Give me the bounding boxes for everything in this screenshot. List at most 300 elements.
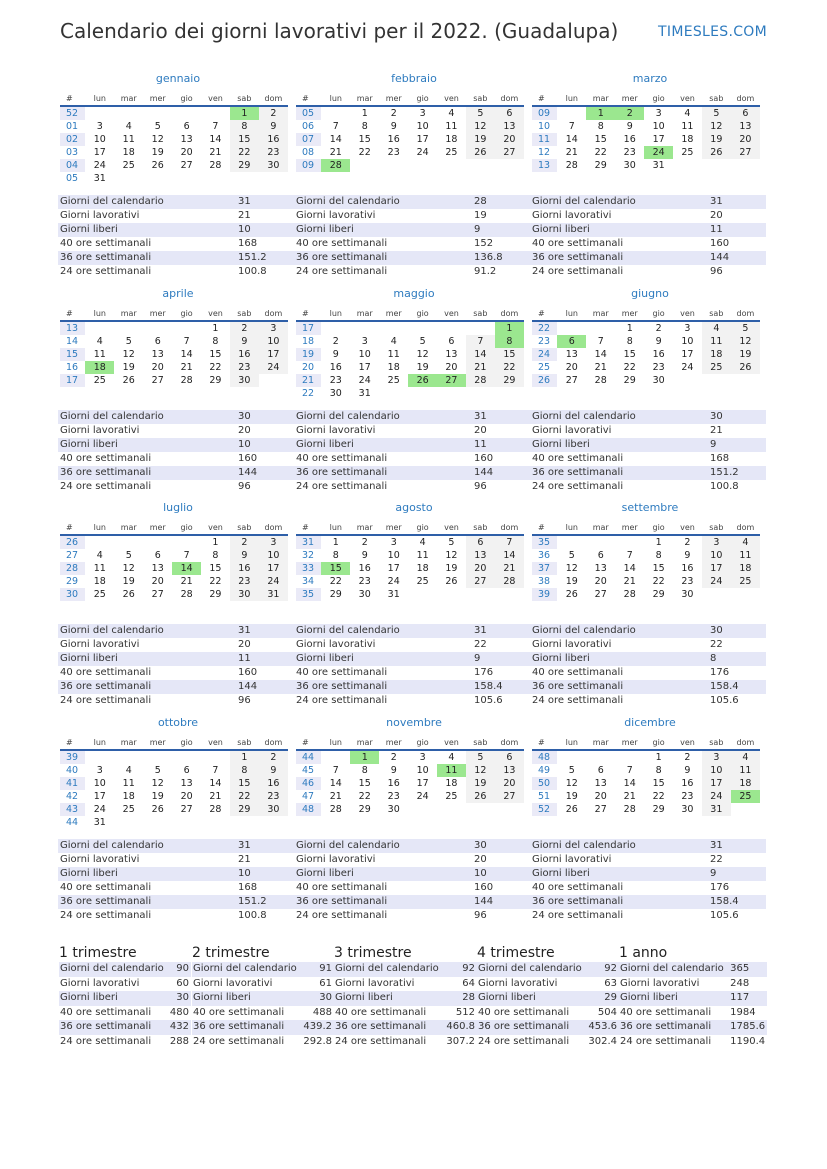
day-cell[interactable]: 4 — [96, 550, 103, 561]
day-cell[interactable]: 15 — [209, 563, 222, 574]
day-cell[interactable]: 21 — [180, 576, 193, 587]
day-cell[interactable]: 8 — [655, 550, 662, 561]
day-cell[interactable]: 3 — [684, 323, 691, 334]
day-cell[interactable]: 4 — [125, 765, 132, 776]
day-cell[interactable]: 17 — [416, 778, 429, 789]
day-cell[interactable]: 25 — [416, 576, 429, 587]
day-cell[interactable]: 22 — [652, 791, 665, 802]
day-cell[interactable]: 8 — [230, 764, 259, 777]
day-cell[interactable]: 28 — [180, 589, 193, 600]
day-cell[interactable]: 28 — [623, 804, 636, 815]
day-cell[interactable]: 14 — [565, 134, 578, 145]
day-cell[interactable]: 1 — [586, 106, 615, 120]
day-cell[interactable]: 11 — [437, 764, 466, 777]
day-cell[interactable]: 10 — [259, 549, 288, 562]
day-cell[interactable]: 2 — [230, 321, 259, 335]
day-cell[interactable]: 4 — [96, 336, 103, 347]
day-cell[interactable]: 29 — [209, 375, 222, 386]
day-cell[interactable]: 3 — [259, 321, 288, 335]
day-cell[interactable]: 23 — [358, 576, 371, 587]
day-cell[interactable]: 16 — [652, 349, 665, 360]
day-cell[interactable]: 16 — [387, 778, 400, 789]
day-cell[interactable]: 6 — [448, 336, 455, 347]
day-cell[interactable]: 12 — [122, 563, 135, 574]
day-cell[interactable]: 15 — [495, 348, 524, 361]
day-cell[interactable]: 22 — [209, 362, 222, 373]
day-cell[interactable]: 26 — [122, 589, 135, 600]
day-cell[interactable]: 31 — [358, 388, 371, 399]
day-cell[interactable]: 23 — [230, 575, 259, 588]
day-cell[interactable]: 28 — [565, 160, 578, 171]
day-cell[interactable]: 16 — [259, 777, 288, 790]
day-cell[interactable]: 14 — [329, 778, 342, 789]
day-cell[interactable]: 5 — [154, 121, 161, 132]
day-cell[interactable]: 17 — [93, 147, 106, 158]
day-cell[interactable]: 1 — [332, 537, 339, 548]
day-cell[interactable]: 16 — [681, 563, 694, 574]
day-cell[interactable]: 4 — [448, 752, 455, 763]
day-cell[interactable]: 30 — [681, 589, 694, 600]
day-cell[interactable]: 10 — [652, 121, 665, 132]
day-cell[interactable]: 19 — [731, 348, 760, 361]
day-cell[interactable]: 7 — [212, 121, 219, 132]
day-cell[interactable]: 10 — [416, 121, 429, 132]
day-cell[interactable]: 30 — [623, 160, 636, 171]
day-cell[interactable]: 29 — [495, 374, 524, 387]
day-cell[interactable]: 10 — [358, 349, 371, 360]
day-cell[interactable]: 25 — [93, 589, 106, 600]
day-cell[interactable]: 25 — [731, 575, 760, 588]
day-cell[interactable]: 15 — [594, 134, 607, 145]
day-cell[interactable]: 8 — [655, 765, 662, 776]
day-cell[interactable]: 8 — [332, 550, 339, 561]
day-cell[interactable]: 3 — [361, 336, 368, 347]
day-cell[interactable]: 29 — [623, 375, 636, 386]
day-cell[interactable]: 5 — [125, 550, 132, 561]
day-cell[interactable]: 7 — [212, 765, 219, 776]
day-cell[interactable]: 1 — [655, 752, 662, 763]
day-cell[interactable]: 9 — [230, 335, 259, 348]
day-cell[interactable]: 19 — [466, 777, 495, 790]
day-cell[interactable]: 14 — [495, 549, 524, 562]
day-cell[interactable]: 31 — [387, 589, 400, 600]
day-cell[interactable]: 16 — [623, 134, 636, 145]
day-cell[interactable]: 5 — [466, 106, 495, 120]
day-cell[interactable]: 1 — [495, 321, 524, 335]
day-cell[interactable]: 6 — [597, 550, 604, 561]
day-cell[interactable]: 24 — [358, 375, 371, 386]
day-cell[interactable]: 11 — [122, 778, 135, 789]
day-cell[interactable]: 8 — [361, 121, 368, 132]
day-cell[interactable]: 5 — [568, 765, 575, 776]
day-cell[interactable]: 26 — [702, 146, 731, 159]
day-cell[interactable]: 11 — [122, 134, 135, 145]
day-cell[interactable]: 30 — [387, 804, 400, 815]
day-cell[interactable]: 3 — [96, 121, 103, 132]
day-cell[interactable]: 22 — [652, 576, 665, 587]
day-cell[interactable]: 7 — [597, 336, 604, 347]
day-cell[interactable]: 24 — [416, 147, 429, 158]
day-cell[interactable]: 14 — [209, 778, 222, 789]
day-cell[interactable]: 30 — [358, 589, 371, 600]
day-cell[interactable]: 21 — [623, 576, 636, 587]
day-cell[interactable]: 26 — [445, 576, 458, 587]
day-cell[interactable]: 20 — [495, 777, 524, 790]
day-cell[interactable]: 21 — [594, 362, 607, 373]
day-cell[interactable]: 23 — [387, 147, 400, 158]
day-cell[interactable]: 3 — [702, 750, 731, 764]
day-cell[interactable]: 9 — [655, 336, 662, 347]
day-cell[interactable]: 15 — [652, 563, 665, 574]
day-cell[interactable]: 11 — [416, 550, 429, 561]
day-cell[interactable]: 12 — [466, 120, 495, 133]
day-cell[interactable]: 9 — [361, 550, 368, 561]
day-cell[interactable]: 13 — [466, 549, 495, 562]
day-cell[interactable]: 3 — [96, 765, 103, 776]
day-cell[interactable]: 15 — [230, 133, 259, 146]
day-cell[interactable]: 25 — [681, 147, 694, 158]
day-cell[interactable]: 2 — [390, 752, 397, 763]
day-cell[interactable]: 9 — [259, 764, 288, 777]
day-cell[interactable]: 20 — [180, 791, 193, 802]
day-cell[interactable]: 22 — [230, 790, 259, 803]
day-cell[interactable]: 25 — [445, 791, 458, 802]
day-cell[interactable]: 11 — [681, 121, 694, 132]
day-cell[interactable]: 13 — [151, 349, 164, 360]
day-cell[interactable]: 11 — [702, 335, 731, 348]
day-cell[interactable]: 26 — [408, 374, 437, 387]
day-cell[interactable]: 2 — [684, 537, 691, 548]
day-cell[interactable]: 6 — [495, 106, 524, 120]
day-cell[interactable]: 23 — [387, 791, 400, 802]
day-cell[interactable]: 17 — [681, 349, 694, 360]
day-cell[interactable]: 18 — [731, 562, 760, 575]
day-cell[interactable]: 1 — [212, 537, 219, 548]
day-cell[interactable]: 8 — [626, 336, 633, 347]
day-cell[interactable]: 28 — [594, 375, 607, 386]
day-cell[interactable]: 16 — [681, 778, 694, 789]
day-cell[interactable]: 2 — [655, 323, 662, 334]
day-cell[interactable]: 4 — [702, 321, 731, 335]
day-cell[interactable]: 5 — [466, 750, 495, 764]
day-cell[interactable]: 19 — [702, 133, 731, 146]
day-cell[interactable]: 22 — [358, 147, 371, 158]
day-cell[interactable]: 13 — [180, 134, 193, 145]
day-cell[interactable]: 7 — [626, 550, 633, 561]
day-cell[interactable]: 15 — [321, 562, 350, 575]
day-cell[interactable]: 12 — [445, 550, 458, 561]
day-cell[interactable]: 27 — [180, 160, 193, 171]
day-cell[interactable]: 2 — [259, 750, 288, 764]
day-cell[interactable]: 21 — [466, 361, 495, 374]
day-cell[interactable]: 26 — [565, 804, 578, 815]
day-cell[interactable]: 21 — [623, 791, 636, 802]
day-cell[interactable]: 9 — [390, 121, 397, 132]
day-cell[interactable]: 18 — [93, 576, 106, 587]
day-cell[interactable]: 6 — [154, 550, 161, 561]
day-cell[interactable]: 9 — [626, 121, 633, 132]
day-cell[interactable]: 3 — [419, 108, 426, 119]
day-cell[interactable]: 27 — [180, 804, 193, 815]
day-cell[interactable]: 17 — [358, 362, 371, 373]
day-cell[interactable]: 22 — [594, 147, 607, 158]
day-cell[interactable]: 23 — [623, 147, 636, 158]
day-cell[interactable]: 9 — [332, 349, 339, 360]
day-cell[interactable]: 29 — [230, 803, 259, 816]
day-cell[interactable]: 5 — [731, 321, 760, 335]
day-cell[interactable]: 25 — [93, 375, 106, 386]
day-cell[interactable]: 24 — [93, 160, 106, 171]
day-cell[interactable]: 20 — [151, 362, 164, 373]
day-cell[interactable]: 28 — [329, 804, 342, 815]
day-cell[interactable]: 1 — [230, 750, 259, 764]
day-cell[interactable]: 24 — [681, 362, 694, 373]
day-cell[interactable]: 21 — [209, 791, 222, 802]
day-cell[interactable]: 4 — [419, 537, 426, 548]
day-cell[interactable]: 23 — [681, 791, 694, 802]
day-cell[interactable]: 20 — [594, 576, 607, 587]
day-cell[interactable]: 5 — [125, 336, 132, 347]
day-cell[interactable]: 10 — [93, 778, 106, 789]
day-cell[interactable]: 24 — [644, 146, 673, 159]
day-cell[interactable]: 29 — [652, 589, 665, 600]
day-cell[interactable]: 11 — [387, 349, 400, 360]
day-cell[interactable]: 31 — [652, 160, 665, 171]
day-cell[interactable]: 30 — [681, 804, 694, 815]
day-cell[interactable]: 22 — [329, 576, 342, 587]
day-cell[interactable]: 13 — [731, 120, 760, 133]
day-cell[interactable]: 10 — [681, 336, 694, 347]
day-cell[interactable]: 31 — [93, 173, 106, 184]
day-cell[interactable]: 19 — [151, 791, 164, 802]
day-cell[interactable]: 18 — [702, 348, 731, 361]
day-cell[interactable]: 11 — [445, 121, 458, 132]
day-cell[interactable]: 17 — [93, 791, 106, 802]
day-cell[interactable]: 7 — [568, 121, 575, 132]
day-cell[interactable]: 16 — [259, 133, 288, 146]
day-cell[interactable]: 5 — [702, 106, 731, 120]
day-cell[interactable]: 14 — [466, 348, 495, 361]
day-cell[interactable]: 3 — [419, 752, 426, 763]
day-cell[interactable]: 21 — [209, 147, 222, 158]
day-cell[interactable]: 17 — [259, 348, 288, 361]
day-cell[interactable]: 18 — [445, 778, 458, 789]
day-cell[interactable]: 16 — [358, 563, 371, 574]
day-cell[interactable]: 28 — [495, 575, 524, 588]
day-cell[interactable]: 4 — [684, 108, 691, 119]
day-cell[interactable]: 6 — [183, 765, 190, 776]
day-cell[interactable]: 13 — [495, 764, 524, 777]
day-cell[interactable]: 15 — [230, 777, 259, 790]
day-cell[interactable]: 21 — [180, 362, 193, 373]
day-cell[interactable]: 29 — [329, 589, 342, 600]
day-cell[interactable]: 19 — [122, 576, 135, 587]
day-cell[interactable]: 28 — [209, 804, 222, 815]
day-cell[interactable]: 15 — [652, 778, 665, 789]
day-cell[interactable]: 7 — [332, 121, 339, 132]
day-cell[interactable]: 27 — [495, 790, 524, 803]
day-cell[interactable]: 27 — [495, 146, 524, 159]
day-cell[interactable]: 24 — [259, 575, 288, 588]
day-cell[interactable]: 14 — [594, 349, 607, 360]
day-cell[interactable]: 3 — [702, 535, 731, 549]
day-cell[interactable]: 1 — [350, 750, 379, 764]
day-cell[interactable]: 24 — [416, 791, 429, 802]
day-cell[interactable]: 6 — [466, 535, 495, 549]
day-cell[interactable]: 20 — [495, 133, 524, 146]
day-cell[interactable]: 8 — [230, 120, 259, 133]
day-cell[interactable]: 17 — [387, 563, 400, 574]
day-cell[interactable]: 14 — [180, 349, 193, 360]
day-cell[interactable]: 24 — [702, 790, 731, 803]
day-cell[interactable]: 6 — [495, 750, 524, 764]
day-cell[interactable]: 30 — [259, 159, 288, 172]
day-cell[interactable]: 20 — [445, 362, 458, 373]
day-cell[interactable]: 23 — [259, 790, 288, 803]
day-cell[interactable]: 4 — [125, 121, 132, 132]
day-cell[interactable]: 20 — [151, 576, 164, 587]
day-cell[interactable]: 18 — [122, 147, 135, 158]
day-cell[interactable]: 21 — [329, 791, 342, 802]
day-cell[interactable]: 8 — [212, 336, 219, 347]
day-cell[interactable]: 3 — [259, 535, 288, 549]
day-cell[interactable]: 18 — [681, 134, 694, 145]
day-cell[interactable]: 14 — [172, 562, 201, 575]
day-cell[interactable]: 4 — [448, 108, 455, 119]
day-cell[interactable]: 17 — [259, 562, 288, 575]
day-cell[interactable]: 29 — [230, 159, 259, 172]
day-cell[interactable]: 4 — [731, 750, 760, 764]
day-cell[interactable]: 12 — [151, 778, 164, 789]
day-cell[interactable]: 8 — [212, 550, 219, 561]
day-cell[interactable]: 5 — [154, 765, 161, 776]
day-cell[interactable]: 17 — [702, 562, 731, 575]
day-cell[interactable]: 13 — [565, 349, 578, 360]
day-cell[interactable]: 16 — [329, 362, 342, 373]
day-cell[interactable]: 10 — [387, 550, 400, 561]
day-cell[interactable]: 18 — [731, 777, 760, 790]
day-cell[interactable]: 31 — [93, 817, 106, 828]
day-cell[interactable]: 24 — [702, 575, 731, 588]
day-cell[interactable]: 31 — [702, 803, 731, 816]
day-cell[interactable]: 15 — [623, 349, 636, 360]
day-cell[interactable]: 2 — [390, 108, 397, 119]
day-cell[interactable]: 1 — [361, 108, 368, 119]
day-cell[interactable]: 20 — [565, 362, 578, 373]
day-cell[interactable]: 2 — [259, 106, 288, 120]
day-cell[interactable]: 25 — [122, 804, 135, 815]
day-cell[interactable]: 24 — [387, 576, 400, 587]
day-cell[interactable]: 22 — [209, 576, 222, 587]
day-cell[interactable]: 14 — [623, 563, 636, 574]
day-cell[interactable]: 18 — [387, 362, 400, 373]
day-cell[interactable]: 25 — [702, 361, 731, 374]
day-cell[interactable]: 27 — [466, 575, 495, 588]
day-cell[interactable]: 28 — [209, 160, 222, 171]
day-cell[interactable]: 12 — [151, 134, 164, 145]
day-cell[interactable]: 18 — [445, 134, 458, 145]
day-cell[interactable]: 9 — [230, 549, 259, 562]
day-cell[interactable]: 1 — [655, 537, 662, 548]
day-cell[interactable]: 26 — [151, 160, 164, 171]
day-cell[interactable]: 19 — [466, 133, 495, 146]
day-cell[interactable]: 30 — [230, 374, 259, 387]
day-cell[interactable]: 30 — [329, 388, 342, 399]
day-cell[interactable]: 15 — [209, 349, 222, 360]
day-cell[interactable]: 21 — [565, 147, 578, 158]
day-cell[interactable]: 19 — [416, 362, 429, 373]
day-cell[interactable]: 17 — [702, 777, 731, 790]
day-cell[interactable]: 12 — [702, 120, 731, 133]
day-cell[interactable]: 26 — [466, 790, 495, 803]
day-cell[interactable]: 16 — [387, 134, 400, 145]
day-cell[interactable]: 20 — [731, 133, 760, 146]
day-cell[interactable]: 27 — [594, 589, 607, 600]
day-cell[interactable]: 7 — [183, 550, 190, 561]
day-cell[interactable]: 23 — [259, 146, 288, 159]
day-cell[interactable]: 19 — [151, 147, 164, 158]
day-cell[interactable]: 16 — [230, 562, 259, 575]
day-cell[interactable]: 6 — [154, 336, 161, 347]
day-cell[interactable]: 13 — [180, 778, 193, 789]
day-cell[interactable]: 12 — [565, 563, 578, 574]
day-cell[interactable]: 12 — [565, 778, 578, 789]
day-cell[interactable]: 15 — [358, 778, 371, 789]
day-cell[interactable]: 30 — [259, 803, 288, 816]
day-cell[interactable]: 22 — [495, 361, 524, 374]
day-cell[interactable]: 27 — [594, 804, 607, 815]
day-cell[interactable]: 17 — [416, 134, 429, 145]
day-cell[interactable]: 25 — [387, 375, 400, 386]
day-cell[interactable]: 31 — [259, 588, 288, 601]
day-cell[interactable]: 20 — [180, 147, 193, 158]
day-cell[interactable]: 19 — [565, 576, 578, 587]
day-cell[interactable]: 2 — [361, 537, 368, 548]
day-cell[interactable]: 4 — [390, 336, 397, 347]
day-cell[interactable]: 11 — [93, 349, 106, 360]
day-cell[interactable]: 4 — [731, 535, 760, 549]
day-cell[interactable]: 7 — [183, 336, 190, 347]
day-cell[interactable]: 6 — [557, 335, 586, 348]
day-cell[interactable]: 9 — [390, 765, 397, 776]
day-cell[interactable]: 28 — [321, 159, 350, 172]
day-cell[interactable]: 25 — [445, 147, 458, 158]
day-cell[interactable]: 20 — [594, 791, 607, 802]
day-cell[interactable]: 3 — [655, 108, 662, 119]
day-cell[interactable]: 27 — [151, 375, 164, 386]
day-cell[interactable]: 29 — [594, 160, 607, 171]
day-cell[interactable]: 1 — [230, 106, 259, 120]
day-cell[interactable]: 7 — [332, 765, 339, 776]
day-cell[interactable]: 9 — [259, 120, 288, 133]
day-cell[interactable]: 2 — [230, 535, 259, 549]
day-cell[interactable]: 10 — [93, 134, 106, 145]
day-cell[interactable]: 24 — [259, 361, 288, 374]
day-cell[interactable]: 10 — [416, 765, 429, 776]
day-cell[interactable]: 13 — [594, 778, 607, 789]
day-cell[interactable]: 24 — [93, 804, 106, 815]
day-cell[interactable]: 28 — [180, 375, 193, 386]
day-cell[interactable]: 18 — [122, 791, 135, 802]
day-cell[interactable]: 7 — [495, 535, 524, 549]
day-cell[interactable]: 19 — [445, 563, 458, 574]
day-cell[interactable]: 12 — [122, 349, 135, 360]
day-cell[interactable]: 6 — [597, 765, 604, 776]
day-cell[interactable]: 11 — [93, 563, 106, 574]
day-cell[interactable]: 8 — [597, 121, 604, 132]
day-cell[interactable]: 13 — [151, 563, 164, 574]
day-cell[interactable]: 5 — [448, 537, 455, 548]
